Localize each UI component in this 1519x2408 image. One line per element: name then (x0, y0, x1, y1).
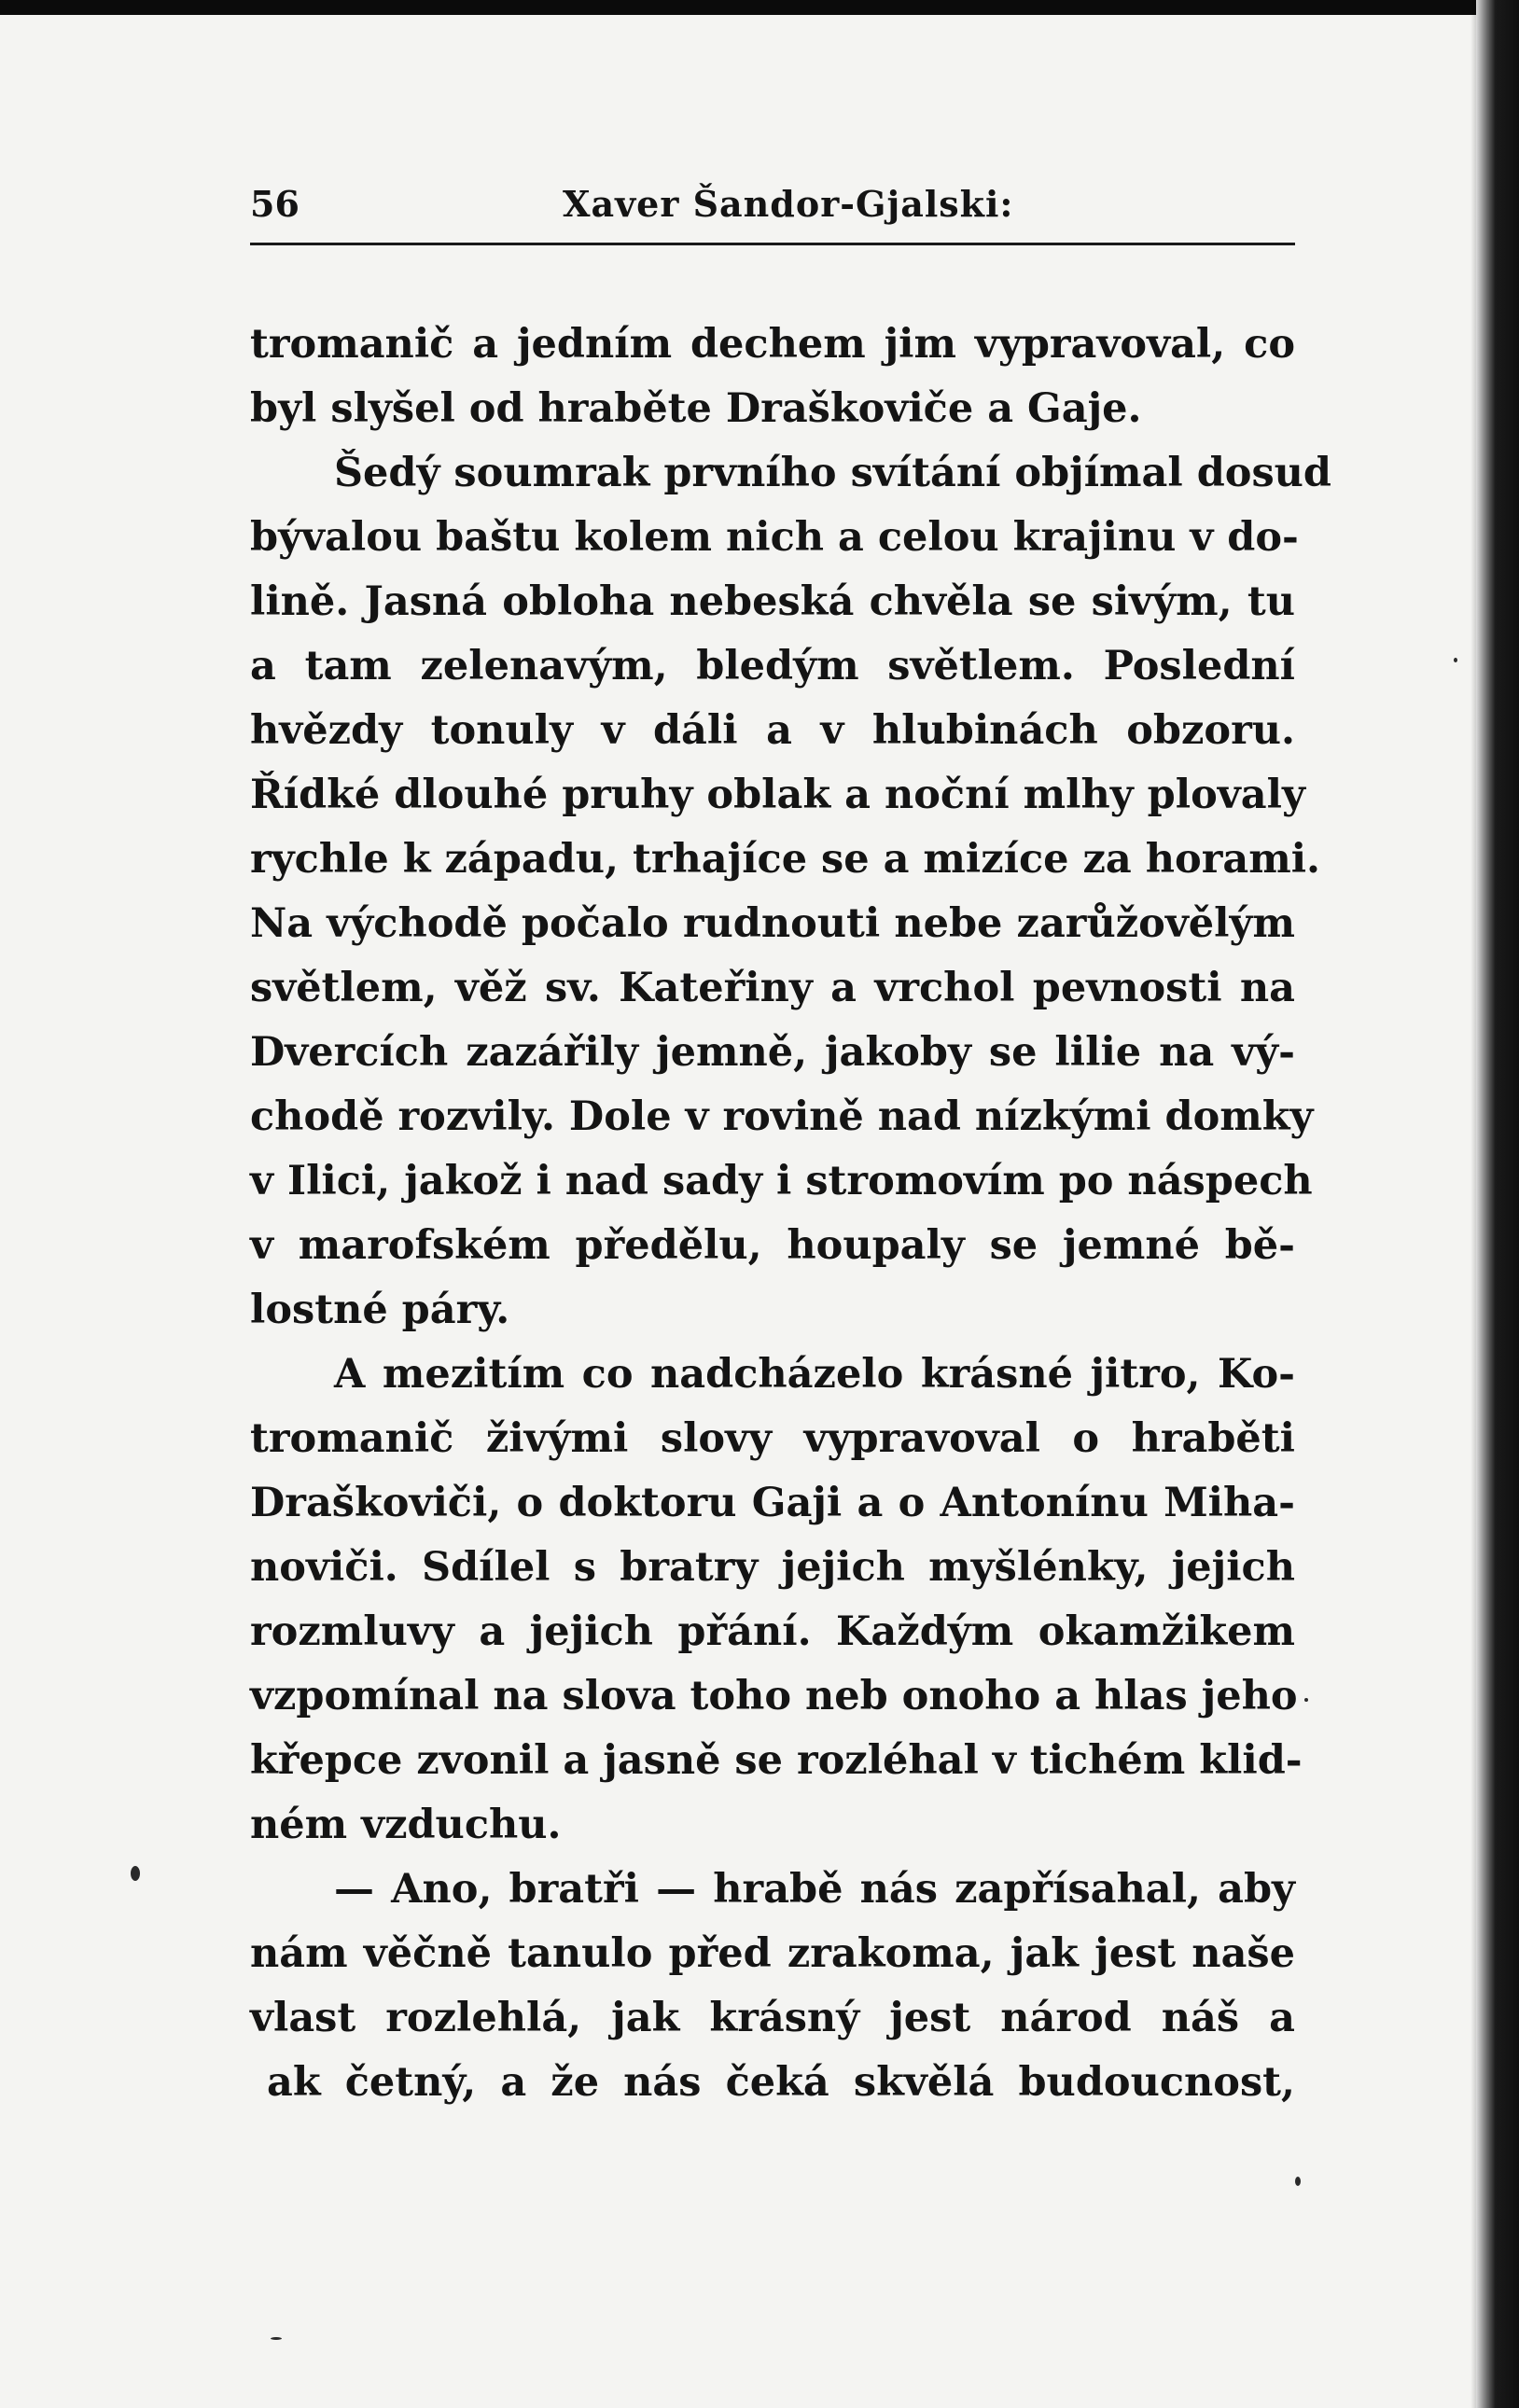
text-line: Dvercích zazářily jemně, jakoby se lilie na vý- (250, 1029, 1295, 1076)
scan-speck (1454, 658, 1457, 662)
scan-speck (131, 1866, 140, 1881)
text-line: byl slyšel od hraběte Draškoviče a Gaje. (250, 385, 1142, 432)
text-line: vlast rozlehlá, jak krásný jest národ náš a (250, 1995, 1295, 2041)
book-page (250, 177, 1331, 2106)
text-line: tromanič a jedním dechem jim vypravoval, co (250, 321, 1295, 368)
text-line: — Ano, bratři — hrabě nás zapřísahal, aby (334, 1866, 1295, 1913)
text-line: lostné páry. (250, 1287, 510, 1333)
text-line: křepce zvonil a jasně se rozléhal v tichém klid- (250, 1737, 1303, 1784)
text-line: vzpomínal na slova toho neb onoho a hlas jeho (250, 1673, 1298, 1719)
text-line: chodě rozvily. Dole v rovině nad nízkými domky (250, 1093, 1314, 1140)
scan-speck (271, 2337, 282, 2340)
page-header (250, 177, 1295, 233)
page-number: 56 (250, 183, 300, 225)
text-line: a tam zelenavým, bledým světlem. Poslední (250, 643, 1295, 689)
text-line: v Ilici, jakož i nad sady i stromovím po náspech (250, 1158, 1313, 1204)
text-line: nám věčně tanulo před zrakoma, jak jest naše (250, 1930, 1295, 1977)
scan-border-top (0, 0, 1519, 15)
text-line: rozmluvy a jejich přání. Každým okamžikem (250, 1608, 1295, 1655)
text-line: hvězdy tonuly v dáli a v hlubinách obzoru. (250, 707, 1295, 754)
text-line: tromanič živými slovy vypravoval o hraběti (250, 1415, 1295, 1462)
text-line: bývalou baštu kolem nich a celou krajinu v do- (250, 514, 1299, 561)
scan-border-right (1476, 0, 1519, 2408)
text-line: rychle k západu, trhajíce se a mizíce za horami. (250, 836, 1321, 883)
text-line: v marofském předělu, houpaly se jemné bě- (250, 1222, 1295, 1269)
text-line: ném vzduchu. (250, 1802, 562, 1848)
text-line: ak četný, a že nás čeká skvělá budoucnost, (267, 2059, 1295, 2106)
text-line: Draškoviči, o doktoru Gaji a o Antonínu Miha- (250, 1480, 1295, 1526)
scan-speck (1295, 2177, 1301, 2186)
text-line: světlem, věž sv. Kateřiny a vrchol pevnosti na (250, 965, 1295, 1011)
text-line: Šedý soumrak prvního svítání objímal dosud (334, 450, 1331, 496)
text-line: noviči. Sdílel s bratry jejich myšlénky, jejich (250, 1544, 1295, 1591)
text-line: A mezitím co nadcházelo krásné jitro, Ko- (334, 1351, 1295, 1398)
running-head: Xaver Šandor-Gjalski: (563, 183, 1014, 225)
text-line: Řídké dlouhé pruhy oblak a noční mlhy plovaly (250, 772, 1305, 818)
scan-speck (1304, 1698, 1308, 1702)
header-rule (250, 243, 1295, 245)
page-body (250, 313, 1331, 2115)
text-line: lině. Jasná obloha nebeská chvěla se sivým, tu (250, 578, 1295, 625)
text-line: Na východě počalo rudnouti nebe zarůžovělým (250, 900, 1295, 947)
